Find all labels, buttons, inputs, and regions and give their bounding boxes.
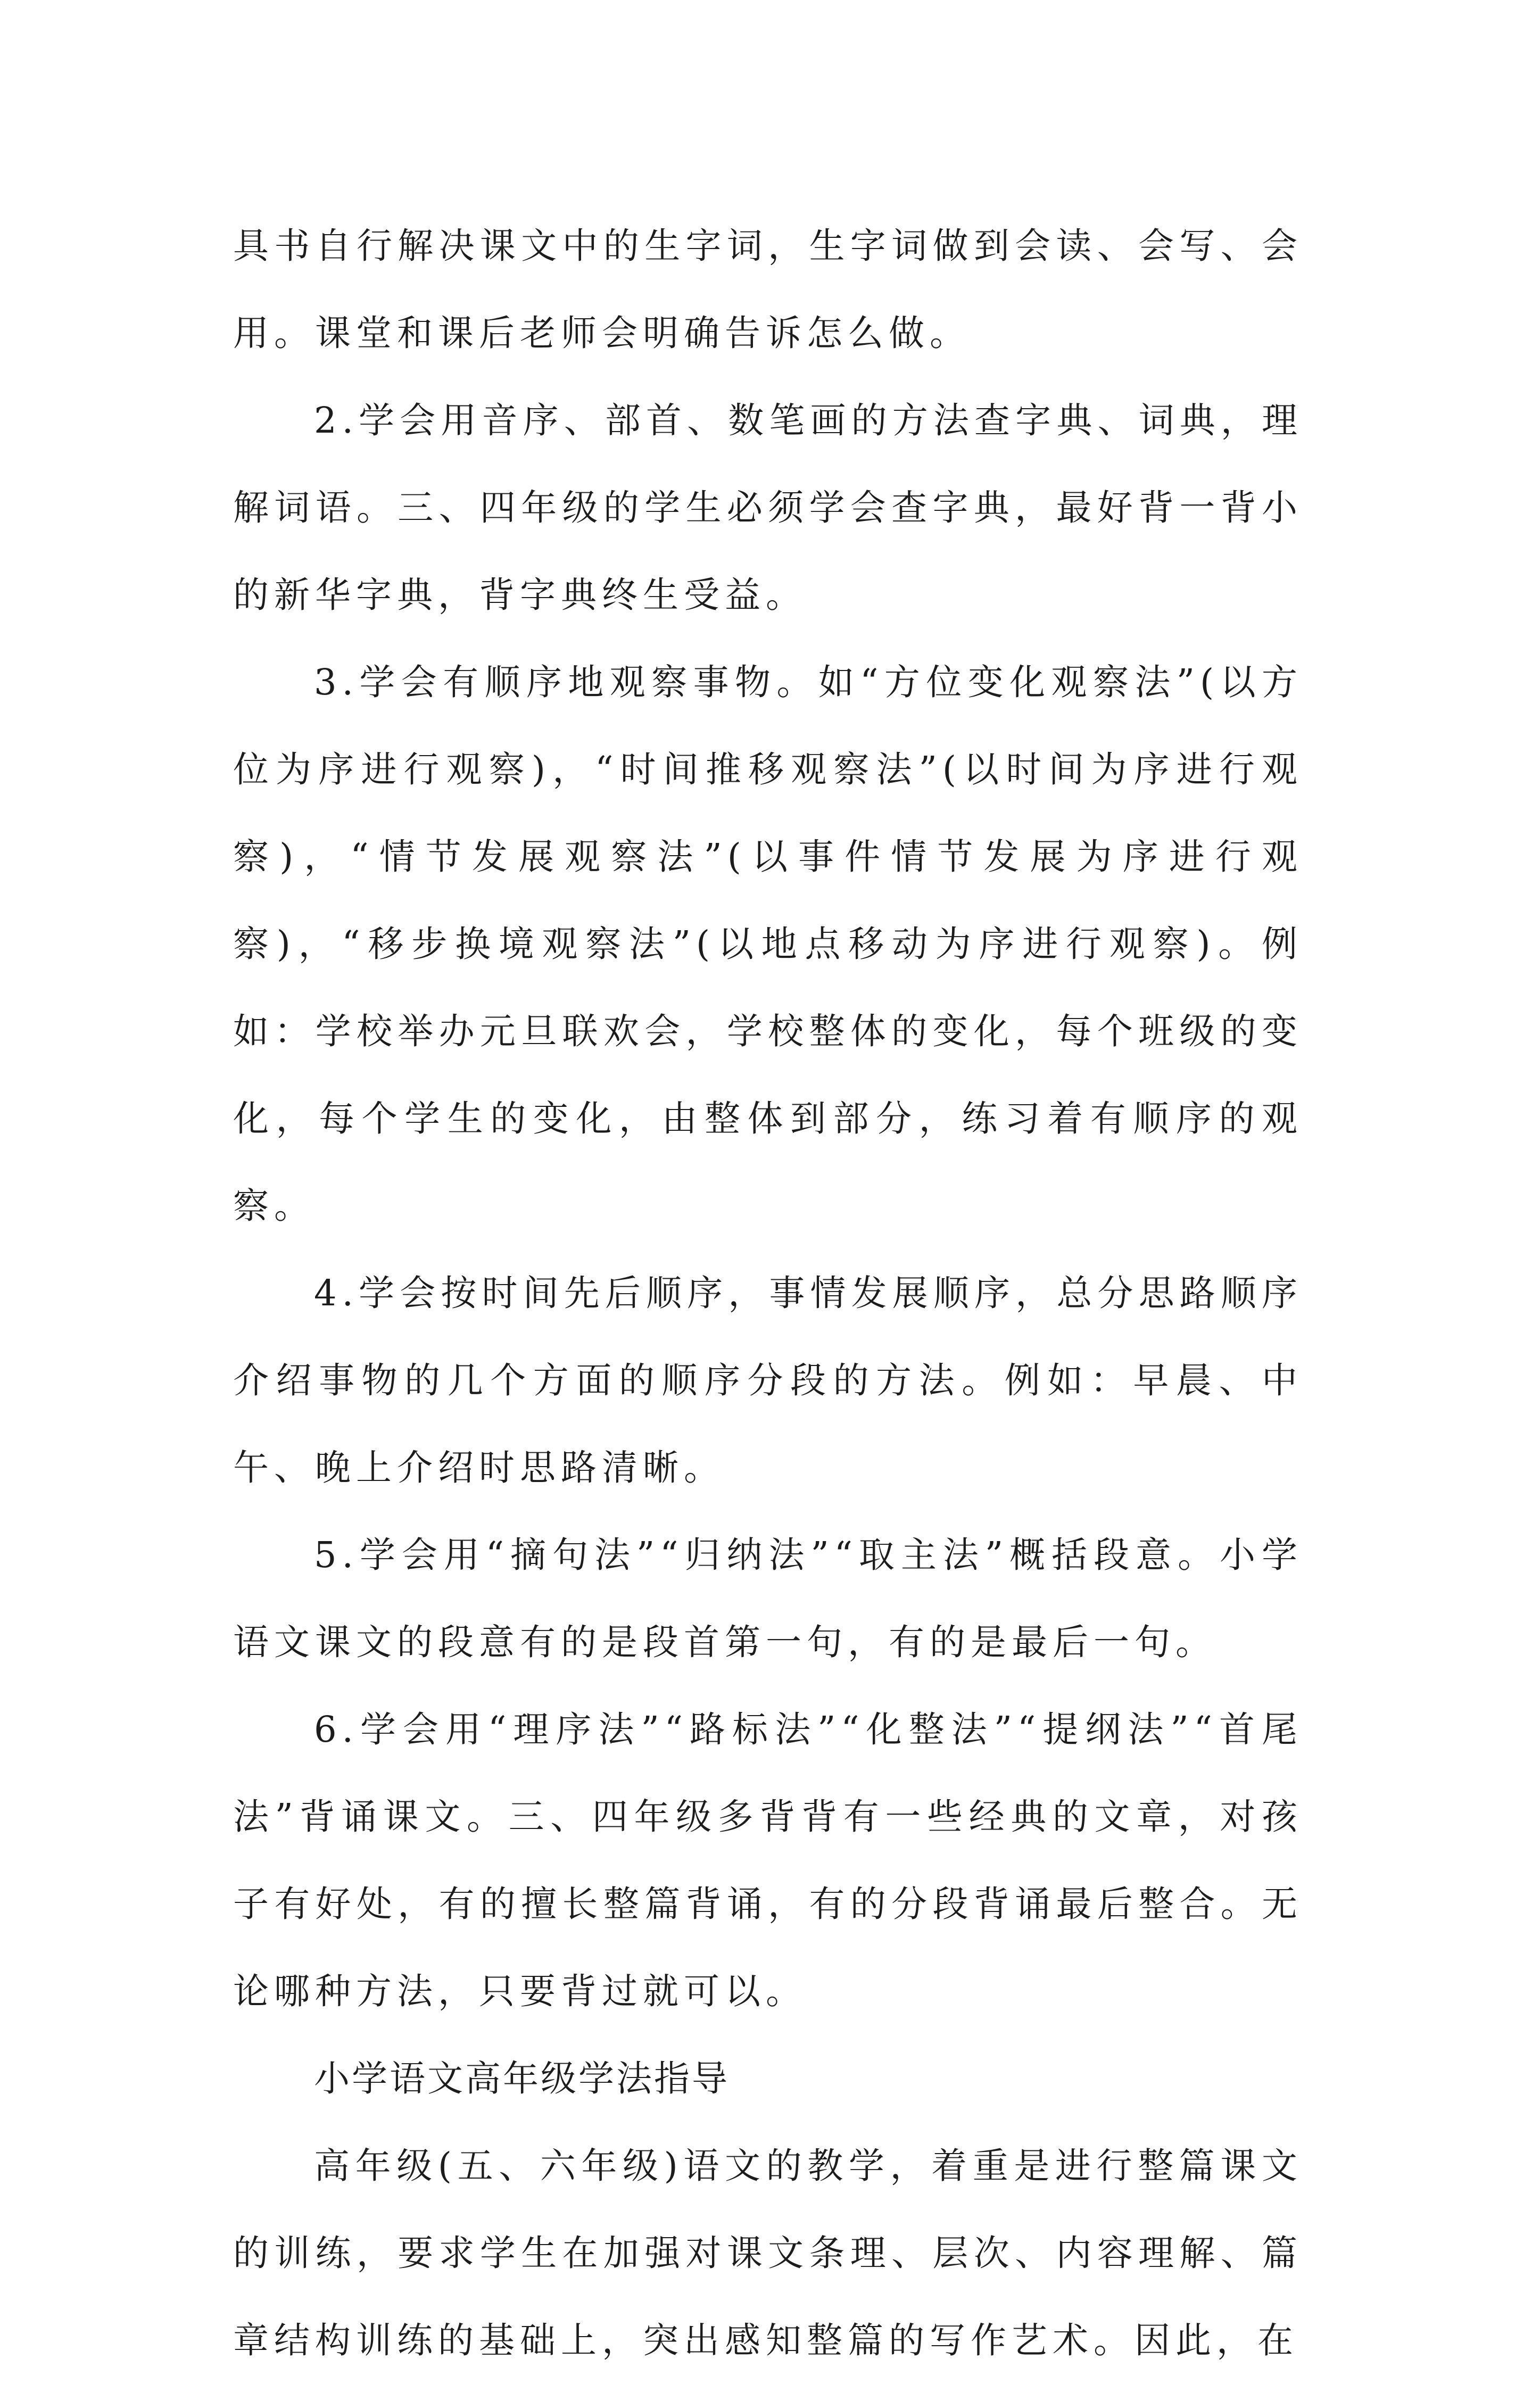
paragraph-item-4: 4.学会按时间先后顺序，事情发展顺序，总分思路顺序介绍事物的几个方面的顺序分段的方法。例如：早晨、中午、晚上介绍时思路清晰。 [233,1272,1303,1488]
paragraph-item-5: 5.学会用“摘句法”“归纳法”“取主法”概括段意。小学语文课文的段意有的是段首第一句，有的是最后一句。 [233,1534,1303,1663]
section-heading: 小学语文高年级学法指导 [314,2058,730,2099]
document-body [233,202,1303,2384]
paragraph-item-6: 6.学会用“理序法”“路标法”“化整法”“提纲法”“首尾法”背诵课文。三、四年级多背背有一些经典的文章，对孩子有好处，有的擅长整篇背诵，有的分段背诵最后整合。无论哪种方法，只要背过就可以。 [233,1709,1303,2012]
paragraph-senior-grade: 高年级(五、六年级)语文的教学，着重是进行整篇课文的训练，要求学生在加强对课文条理、层次、内容理解、篇章结构训练的基础上，突出感知整篇的写作艺术。因此，在 [233,2145,1303,2361]
paragraph-item-3: 3.学会有顺序地观察事物。如“方位变化观察法”(以方位为序进行观察)，“时间推移观察法”(以时间为序进行观察)，“情节发展观察法”(以事件情节发展为序进行观察)，“移步换境观察法”(以地点移动为序进行观察)。例如：学校举办元旦联欢会，学校整体的变化，每个班级的变化，每个学生的变化，由整体到部分，练习着有顺序的观察。 [233,661,1303,1227]
paragraph-item-2: 2.学会用音序、部首、数笔画的方法查字典、词典，理解词语。三、四年级的学生必须学会查字典，最好背一背小的新华字典，背字典终生受益。 [233,400,1303,616]
paragraph-continuation: 具书自行解决课文中的生字词，生字词做到会读、会写、会用。课堂和课后老师会明确告诉怎么做。 [233,225,1303,354]
